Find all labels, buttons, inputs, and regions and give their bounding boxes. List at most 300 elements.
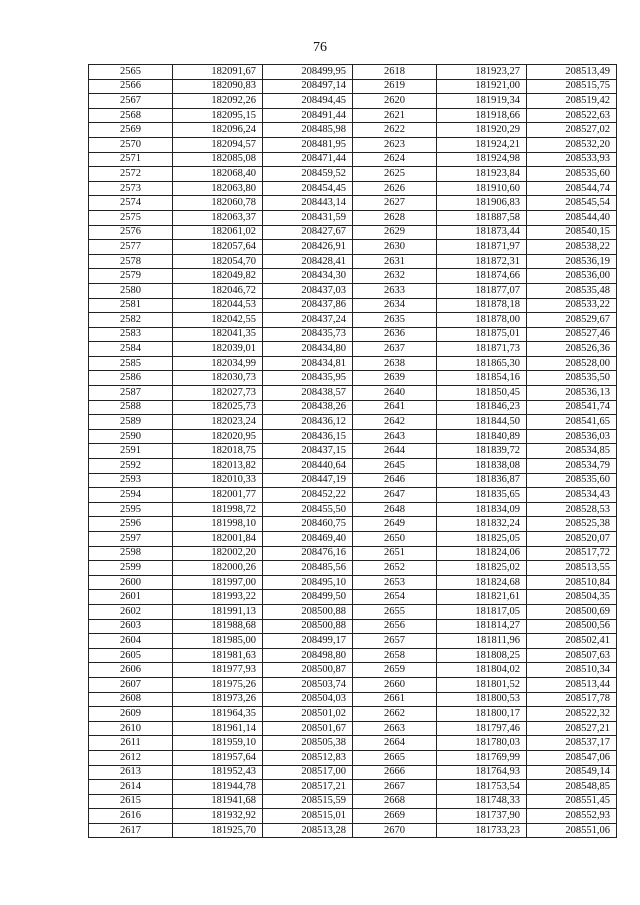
y-coordinate-cell: 208500,88 — [263, 619, 353, 634]
point-number-cell: 2662 — [353, 707, 437, 722]
y-coordinate-cell: 208504,35 — [527, 590, 617, 605]
x-coordinate-cell: 182030,73 — [173, 371, 263, 386]
y-coordinate-cell: 208527,21 — [527, 721, 617, 736]
x-coordinate-cell: 181878,00 — [437, 313, 527, 328]
table-row — [89, 429, 617, 444]
table-row — [89, 765, 617, 780]
x-coordinate-cell: 182027,73 — [173, 386, 263, 401]
x-coordinate-cell: 182060,78 — [173, 196, 263, 211]
y-coordinate-cell: 208460,75 — [263, 517, 353, 532]
y-coordinate-cell: 208512,83 — [263, 750, 353, 765]
point-number-cell: 2626 — [353, 181, 437, 196]
x-coordinate-cell: 181808,25 — [437, 648, 527, 663]
x-coordinate-cell: 181834,09 — [437, 502, 527, 517]
x-coordinate-cell: 181973,26 — [173, 692, 263, 707]
y-coordinate-cell: 208541,65 — [527, 415, 617, 430]
point-number-cell: 2647 — [353, 488, 437, 503]
point-number-cell: 2584 — [89, 342, 173, 357]
x-coordinate-cell: 181850,45 — [437, 386, 527, 401]
point-number-cell: 2646 — [353, 473, 437, 488]
x-coordinate-cell: 181924,21 — [437, 137, 527, 152]
point-number-cell: 2593 — [89, 473, 173, 488]
point-number-cell: 2615 — [89, 794, 173, 809]
y-coordinate-cell: 208435,95 — [263, 371, 353, 386]
table-row — [89, 459, 617, 474]
y-coordinate-cell: 208527,02 — [527, 123, 617, 138]
x-coordinate-cell: 181952,43 — [173, 765, 263, 780]
y-coordinate-cell: 208517,00 — [263, 765, 353, 780]
y-coordinate-cell: 208476,16 — [263, 546, 353, 561]
table-row — [89, 327, 617, 342]
point-number-cell: 2611 — [89, 736, 173, 751]
table-row — [89, 794, 617, 809]
point-number-cell: 2645 — [353, 459, 437, 474]
y-coordinate-cell: 208548,85 — [527, 780, 617, 795]
y-coordinate-cell: 208485,98 — [263, 123, 353, 138]
x-coordinate-cell: 181941,68 — [173, 794, 263, 809]
x-coordinate-cell: 181753,54 — [437, 780, 527, 795]
y-coordinate-cell: 208485,56 — [263, 561, 353, 576]
table-row — [89, 254, 617, 269]
table-row — [89, 546, 617, 561]
y-coordinate-cell: 208532,20 — [527, 137, 617, 152]
point-number-cell: 2634 — [353, 298, 437, 313]
point-number-cell: 2585 — [89, 356, 173, 371]
x-coordinate-cell: 181925,70 — [173, 823, 263, 838]
point-number-cell: 2624 — [353, 152, 437, 167]
y-coordinate-cell: 208533,93 — [527, 152, 617, 167]
point-number-cell: 2612 — [89, 750, 173, 765]
point-number-cell: 2595 — [89, 502, 173, 517]
table-row — [89, 137, 617, 152]
y-coordinate-cell: 208447,19 — [263, 473, 353, 488]
point-number-cell: 2621 — [353, 108, 437, 123]
y-coordinate-cell: 208544,74 — [527, 181, 617, 196]
y-coordinate-cell: 208505,38 — [263, 736, 353, 751]
y-coordinate-cell: 208469,40 — [263, 532, 353, 547]
y-coordinate-cell: 208507,63 — [527, 648, 617, 663]
x-coordinate-cell: 181825,05 — [437, 532, 527, 547]
x-coordinate-cell: 181932,92 — [173, 809, 263, 824]
table-row — [89, 181, 617, 196]
x-coordinate-cell: 181910,60 — [437, 181, 527, 196]
x-coordinate-cell: 181871,97 — [437, 240, 527, 255]
table-row — [89, 677, 617, 692]
y-coordinate-cell: 208520,07 — [527, 532, 617, 547]
x-coordinate-cell: 181800,17 — [437, 707, 527, 722]
x-coordinate-cell: 182091,67 — [173, 65, 263, 80]
y-coordinate-cell: 208536,13 — [527, 386, 617, 401]
x-coordinate-cell: 181957,64 — [173, 750, 263, 765]
point-number-cell: 2582 — [89, 313, 173, 328]
x-coordinate-cell: 181875,01 — [437, 327, 527, 342]
point-number-cell: 2648 — [353, 502, 437, 517]
page-number: 76 — [313, 40, 327, 55]
y-coordinate-cell: 208503,74 — [263, 677, 353, 692]
point-number-cell: 2655 — [353, 604, 437, 619]
point-number-cell: 2567 — [89, 94, 173, 109]
point-number-cell: 2670 — [353, 823, 437, 838]
point-number-cell: 2633 — [353, 283, 437, 298]
point-number-cell: 2629 — [353, 225, 437, 240]
point-number-cell: 2588 — [89, 400, 173, 415]
y-coordinate-cell: 208526,36 — [527, 342, 617, 357]
table-row — [89, 152, 617, 167]
y-coordinate-cell: 208513,28 — [263, 823, 353, 838]
y-coordinate-cell: 208535,60 — [527, 473, 617, 488]
point-number-cell: 2668 — [353, 794, 437, 809]
point-number-cell: 2574 — [89, 196, 173, 211]
x-coordinate-cell: 181800,53 — [437, 692, 527, 707]
x-coordinate-cell: 182042,55 — [173, 313, 263, 328]
point-number-cell: 2625 — [353, 167, 437, 182]
x-coordinate-cell: 182063,37 — [173, 210, 263, 225]
y-coordinate-cell: 208501,02 — [263, 707, 353, 722]
point-number-cell: 2660 — [353, 677, 437, 692]
x-coordinate-cell: 181801,52 — [437, 677, 527, 692]
table-row — [89, 604, 617, 619]
y-coordinate-cell: 208437,15 — [263, 444, 353, 459]
y-coordinate-cell: 208551,45 — [527, 794, 617, 809]
x-coordinate-cell: 182000,26 — [173, 561, 263, 576]
x-coordinate-cell: 182025,73 — [173, 400, 263, 415]
point-number-cell: 2594 — [89, 488, 173, 503]
x-coordinate-cell: 182092,26 — [173, 94, 263, 109]
x-coordinate-cell: 181737,90 — [437, 809, 527, 824]
point-number-cell: 2632 — [353, 269, 437, 284]
y-coordinate-cell: 208438,26 — [263, 400, 353, 415]
table-row — [89, 721, 617, 736]
x-coordinate-cell: 181824,06 — [437, 546, 527, 561]
y-coordinate-cell: 208513,49 — [527, 65, 617, 80]
x-coordinate-cell: 181748,33 — [437, 794, 527, 809]
x-coordinate-cell: 182039,01 — [173, 342, 263, 357]
y-coordinate-cell: 208495,10 — [263, 575, 353, 590]
y-coordinate-cell: 208434,30 — [263, 269, 353, 284]
y-coordinate-cell: 208515,59 — [263, 794, 353, 809]
y-coordinate-cell: 208494,45 — [263, 94, 353, 109]
x-coordinate-cell: 181975,26 — [173, 677, 263, 692]
y-coordinate-cell: 208443,14 — [263, 196, 353, 211]
point-number-cell: 2586 — [89, 371, 173, 386]
table-row — [89, 648, 617, 663]
x-coordinate-cell: 182061,02 — [173, 225, 263, 240]
point-number-cell: 2650 — [353, 532, 437, 547]
y-coordinate-cell: 208434,81 — [263, 356, 353, 371]
table-row — [89, 561, 617, 576]
point-number-cell: 2599 — [89, 561, 173, 576]
table-row — [89, 502, 617, 517]
table-row — [89, 94, 617, 109]
y-coordinate-cell: 208502,41 — [527, 634, 617, 649]
x-coordinate-cell: 182049,82 — [173, 269, 263, 284]
x-coordinate-cell: 182023,24 — [173, 415, 263, 430]
point-number-cell: 2570 — [89, 137, 173, 152]
table-row — [89, 79, 617, 94]
point-number-cell: 2568 — [89, 108, 173, 123]
table-row — [89, 736, 617, 751]
table-row — [89, 269, 617, 284]
point-number-cell: 2577 — [89, 240, 173, 255]
x-coordinate-cell: 182095,15 — [173, 108, 263, 123]
x-coordinate-cell: 181918,66 — [437, 108, 527, 123]
point-number-cell: 2617 — [89, 823, 173, 838]
y-coordinate-cell: 208471,44 — [263, 152, 353, 167]
table-row — [89, 386, 617, 401]
y-coordinate-cell: 208544,40 — [527, 210, 617, 225]
y-coordinate-cell: 208545,54 — [527, 196, 617, 211]
point-number-cell: 2590 — [89, 429, 173, 444]
point-number-cell: 2614 — [89, 780, 173, 795]
x-coordinate-cell: 182046,72 — [173, 283, 263, 298]
y-coordinate-cell: 208437,24 — [263, 313, 353, 328]
y-coordinate-cell: 208529,67 — [527, 313, 617, 328]
y-coordinate-cell: 208513,44 — [527, 677, 617, 692]
x-coordinate-cell: 181991,13 — [173, 604, 263, 619]
point-number-cell: 2581 — [89, 298, 173, 313]
table-row — [89, 240, 617, 255]
point-number-cell: 2642 — [353, 415, 437, 430]
table-row — [89, 663, 617, 678]
point-number-cell: 2644 — [353, 444, 437, 459]
y-coordinate-cell: 208504,03 — [263, 692, 353, 707]
y-coordinate-cell: 208427,67 — [263, 225, 353, 240]
x-coordinate-cell: 182013,82 — [173, 459, 263, 474]
x-coordinate-cell: 181924,98 — [437, 152, 527, 167]
x-coordinate-cell: 182094,57 — [173, 137, 263, 152]
x-coordinate-cell: 181780,03 — [437, 736, 527, 751]
y-coordinate-cell: 208527,46 — [527, 327, 617, 342]
x-coordinate-cell: 181838,08 — [437, 459, 527, 474]
x-coordinate-cell: 181854,16 — [437, 371, 527, 386]
point-number-cell: 2578 — [89, 254, 173, 269]
y-coordinate-cell: 208536,00 — [527, 269, 617, 284]
y-coordinate-cell: 208498,80 — [263, 648, 353, 663]
y-coordinate-cell: 208481,95 — [263, 137, 353, 152]
x-coordinate-cell: 182096,24 — [173, 123, 263, 138]
table-row — [89, 823, 617, 838]
point-number-cell: 2649 — [353, 517, 437, 532]
x-coordinate-cell: 181846,23 — [437, 400, 527, 415]
table-row — [89, 517, 617, 532]
y-coordinate-cell: 208536,03 — [527, 429, 617, 444]
y-coordinate-cell: 208459,52 — [263, 167, 353, 182]
table-row — [89, 707, 617, 722]
point-number-cell: 2600 — [89, 575, 173, 590]
y-coordinate-cell: 208434,80 — [263, 342, 353, 357]
table-row — [89, 532, 617, 547]
y-coordinate-cell: 208549,14 — [527, 765, 617, 780]
point-number-cell: 2638 — [353, 356, 437, 371]
point-number-cell: 2664 — [353, 736, 437, 751]
point-number-cell: 2589 — [89, 415, 173, 430]
x-coordinate-cell: 181871,73 — [437, 342, 527, 357]
point-number-cell: 2619 — [353, 79, 437, 94]
x-coordinate-cell: 182085,08 — [173, 152, 263, 167]
x-coordinate-cell: 181977,93 — [173, 663, 263, 678]
table-row — [89, 210, 617, 225]
x-coordinate-cell: 181998,10 — [173, 517, 263, 532]
point-number-cell: 2652 — [353, 561, 437, 576]
x-coordinate-cell: 181817,05 — [437, 604, 527, 619]
table-row — [89, 809, 617, 824]
point-number-cell: 2576 — [89, 225, 173, 240]
table-row — [89, 225, 617, 240]
x-coordinate-cell: 182002,20 — [173, 546, 263, 561]
point-number-cell: 2569 — [89, 123, 173, 138]
x-coordinate-cell: 181921,00 — [437, 79, 527, 94]
x-coordinate-cell: 181825,02 — [437, 561, 527, 576]
y-coordinate-cell: 208552,93 — [527, 809, 617, 824]
point-number-cell: 2643 — [353, 429, 437, 444]
point-number-cell: 2657 — [353, 634, 437, 649]
point-number-cell: 2627 — [353, 196, 437, 211]
x-coordinate-cell: 181887,58 — [437, 210, 527, 225]
point-number-cell: 2610 — [89, 721, 173, 736]
table-row — [89, 356, 617, 371]
table-row — [89, 123, 617, 138]
table-row — [89, 298, 617, 313]
x-coordinate-cell: 181920,29 — [437, 123, 527, 138]
point-number-cell: 2573 — [89, 181, 173, 196]
x-coordinate-cell: 181961,14 — [173, 721, 263, 736]
point-number-cell: 2591 — [89, 444, 173, 459]
x-coordinate-cell: 181840,89 — [437, 429, 527, 444]
y-coordinate-cell: 208517,21 — [263, 780, 353, 795]
y-coordinate-cell: 208515,01 — [263, 809, 353, 824]
x-coordinate-cell: 181964,35 — [173, 707, 263, 722]
x-coordinate-cell: 181835,65 — [437, 488, 527, 503]
y-coordinate-cell: 208440,64 — [263, 459, 353, 474]
y-coordinate-cell: 208501,67 — [263, 721, 353, 736]
x-coordinate-cell: 182001,77 — [173, 488, 263, 503]
x-coordinate-cell: 181985,00 — [173, 634, 263, 649]
y-coordinate-cell: 208497,14 — [263, 79, 353, 94]
point-number-cell: 2571 — [89, 152, 173, 167]
point-number-cell: 2663 — [353, 721, 437, 736]
y-coordinate-cell: 208500,69 — [527, 604, 617, 619]
y-coordinate-cell: 208535,60 — [527, 167, 617, 182]
y-coordinate-cell: 208535,48 — [527, 283, 617, 298]
point-number-cell: 2623 — [353, 137, 437, 152]
point-number-cell: 2609 — [89, 707, 173, 722]
point-number-cell: 2661 — [353, 692, 437, 707]
point-number-cell: 2636 — [353, 327, 437, 342]
table-row — [89, 590, 617, 605]
y-coordinate-cell: 208528,53 — [527, 502, 617, 517]
x-coordinate-cell: 181919,34 — [437, 94, 527, 109]
x-coordinate-cell: 181959,10 — [173, 736, 263, 751]
point-number-cell: 2659 — [353, 663, 437, 678]
x-coordinate-cell: 181878,18 — [437, 298, 527, 313]
y-coordinate-cell: 208513,55 — [527, 561, 617, 576]
point-number-cell: 2631 — [353, 254, 437, 269]
table-row — [89, 750, 617, 765]
point-number-cell: 2587 — [89, 386, 173, 401]
point-number-cell: 2572 — [89, 167, 173, 182]
point-number-cell: 2658 — [353, 648, 437, 663]
y-coordinate-cell: 208435,73 — [263, 327, 353, 342]
x-coordinate-cell: 182018,75 — [173, 444, 263, 459]
y-coordinate-cell: 208515,75 — [527, 79, 617, 94]
x-coordinate-cell: 181988,68 — [173, 619, 263, 634]
y-coordinate-cell: 208510,34 — [527, 663, 617, 678]
point-number-cell: 2653 — [353, 575, 437, 590]
x-coordinate-cell: 181981,63 — [173, 648, 263, 663]
point-number-cell: 2656 — [353, 619, 437, 634]
x-coordinate-cell: 181865,30 — [437, 356, 527, 371]
point-number-cell: 2640 — [353, 386, 437, 401]
y-coordinate-cell: 208536,19 — [527, 254, 617, 269]
y-coordinate-cell: 208533,22 — [527, 298, 617, 313]
y-coordinate-cell: 208438,57 — [263, 386, 353, 401]
y-coordinate-cell: 208437,86 — [263, 298, 353, 313]
y-coordinate-cell: 208499,50 — [263, 590, 353, 605]
point-number-cell: 2635 — [353, 313, 437, 328]
y-coordinate-cell: 208519,42 — [527, 94, 617, 109]
table-row — [89, 415, 617, 430]
point-number-cell: 2601 — [89, 590, 173, 605]
y-coordinate-cell: 208517,72 — [527, 546, 617, 561]
table-row — [89, 283, 617, 298]
y-coordinate-cell: 208525,38 — [527, 517, 617, 532]
point-number-cell: 2606 — [89, 663, 173, 678]
table-row — [89, 371, 617, 386]
y-coordinate-cell: 208534,43 — [527, 488, 617, 503]
y-coordinate-cell: 208436,15 — [263, 429, 353, 444]
x-coordinate-cell: 181923,27 — [437, 65, 527, 80]
table-row — [89, 167, 617, 182]
table-row — [89, 634, 617, 649]
y-coordinate-cell: 208499,95 — [263, 65, 353, 80]
point-number-cell: 2596 — [89, 517, 173, 532]
coordinates-table-body — [89, 65, 617, 838]
point-number-cell: 2575 — [89, 210, 173, 225]
table-row — [89, 444, 617, 459]
y-coordinate-cell: 208534,85 — [527, 444, 617, 459]
point-number-cell: 2620 — [353, 94, 437, 109]
x-coordinate-cell: 181997,00 — [173, 575, 263, 590]
table-row — [89, 108, 617, 123]
x-coordinate-cell: 182010,33 — [173, 473, 263, 488]
y-coordinate-cell: 208426,91 — [263, 240, 353, 255]
x-coordinate-cell: 181873,44 — [437, 225, 527, 240]
x-coordinate-cell: 182068,40 — [173, 167, 263, 182]
y-coordinate-cell: 208537,17 — [527, 736, 617, 751]
y-coordinate-cell: 208431,59 — [263, 210, 353, 225]
x-coordinate-cell: 181923,84 — [437, 167, 527, 182]
x-coordinate-cell: 181814,27 — [437, 619, 527, 634]
x-coordinate-cell: 182041,35 — [173, 327, 263, 342]
x-coordinate-cell: 181944,78 — [173, 780, 263, 795]
table-row — [89, 342, 617, 357]
point-number-cell: 2598 — [89, 546, 173, 561]
x-coordinate-cell: 181844,50 — [437, 415, 527, 430]
point-number-cell: 2637 — [353, 342, 437, 357]
point-number-cell: 2616 — [89, 809, 173, 824]
y-coordinate-cell: 208517,78 — [527, 692, 617, 707]
table-row — [89, 692, 617, 707]
point-number-cell: 2667 — [353, 780, 437, 795]
x-coordinate-cell: 181769,99 — [437, 750, 527, 765]
x-coordinate-cell: 181906,83 — [437, 196, 527, 211]
point-number-cell: 2579 — [89, 269, 173, 284]
x-coordinate-cell: 182034,99 — [173, 356, 263, 371]
x-coordinate-cell: 182057,64 — [173, 240, 263, 255]
point-number-cell: 2654 — [353, 590, 437, 605]
point-number-cell: 2628 — [353, 210, 437, 225]
y-coordinate-cell: 208428,41 — [263, 254, 353, 269]
